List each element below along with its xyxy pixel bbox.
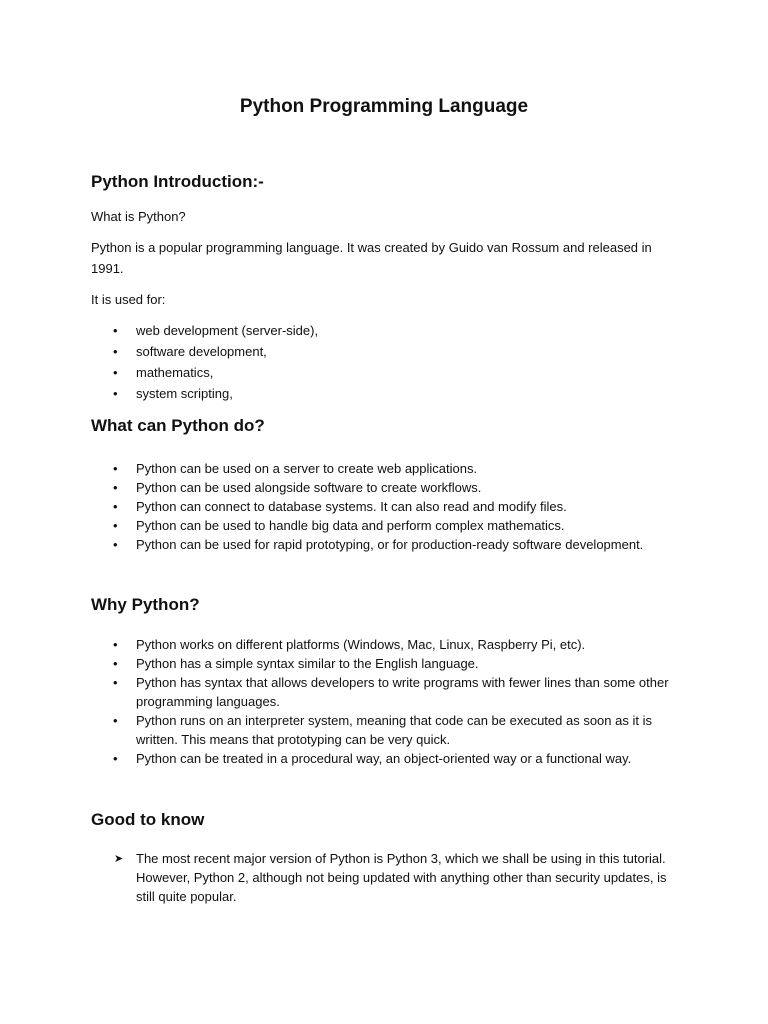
bullet-icon: •: [113, 344, 118, 359]
bullet-icon: •: [113, 751, 118, 766]
good-to-know-list: [0, 849, 768, 906]
why-list: [0, 635, 768, 768]
list-item: • Python runs on an interpreter system, meaning that code can be executed as soon as it is written. This means that prototyping can be very quick.: [113, 713, 652, 747]
intro-heading: Python Introduction:-: [91, 172, 264, 191]
list-item: • web development (server-side),: [0, 320, 768, 341]
bullet-icon: •: [113, 365, 118, 380]
list-item: • Python can be used alongside software to create workflows.: [113, 480, 482, 495]
why-heading: Why Python?: [91, 595, 200, 614]
list-item: • Python can be used on a server to create web applications.: [113, 461, 478, 476]
document-title: Python Programming Language: [239, 96, 529, 117]
intro-question: What is Python?: [91, 209, 186, 224]
intro-paragraph: Python is a popular programming language. It was created by Guido van Rossum and released in 1991.: [91, 240, 652, 276]
bullet-icon: •: [113, 518, 118, 533]
list-item: • Python has syntax that allows developers to write programs with fewer lines than some other programming languages.: [113, 675, 669, 709]
used-for-label: It is used for:: [91, 292, 166, 307]
bullet-icon: •: [113, 675, 118, 690]
list-item: • Python has a simple syntax similar to the English language.: [113, 656, 479, 671]
list-item: • Python works on different platforms (Windows, Mac, Linux, Raspberry Pi, etc).: [113, 637, 586, 652]
list-item: • system scripting,: [0, 383, 768, 404]
list-item: ➤ The most recent major version of Python is Python 3, which we shall be using in this tutorial. However, Python 2, although not being updated with anything other than security updates, is still quite popular.: [114, 851, 667, 904]
list-item: • mathematics,: [0, 362, 768, 383]
bullet-icon: •: [113, 480, 118, 495]
can-do-heading: What can Python do?: [91, 416, 265, 435]
bullet-icon: •: [113, 461, 118, 476]
uses-list: [0, 320, 768, 404]
list-item: • Python can connect to database systems. It can also read and modify files.: [113, 499, 567, 514]
bullet-icon: •: [113, 656, 118, 671]
bullet-icon: •: [113, 537, 118, 552]
bullet-icon: •: [113, 323, 118, 338]
arrow-bullet-icon: ➤: [114, 853, 124, 865]
bullet-icon: •: [113, 637, 118, 652]
can-do-list: [0, 459, 768, 554]
list-item: • Python can be treated in a procedural way, an object-oriented way or a functional way.: [113, 751, 632, 766]
list-item: • Python can be used to handle big data and perform complex mathematics.: [113, 518, 565, 533]
bullet-icon: •: [113, 499, 118, 514]
good-to-know-heading: Good to know: [91, 810, 205, 829]
list-item: • Python can be used for rapid prototyping, or for production-ready software development.: [113, 537, 644, 552]
list-item: • software development,: [0, 341, 768, 362]
bullet-icon: •: [113, 713, 118, 728]
bullet-icon: •: [113, 386, 118, 401]
